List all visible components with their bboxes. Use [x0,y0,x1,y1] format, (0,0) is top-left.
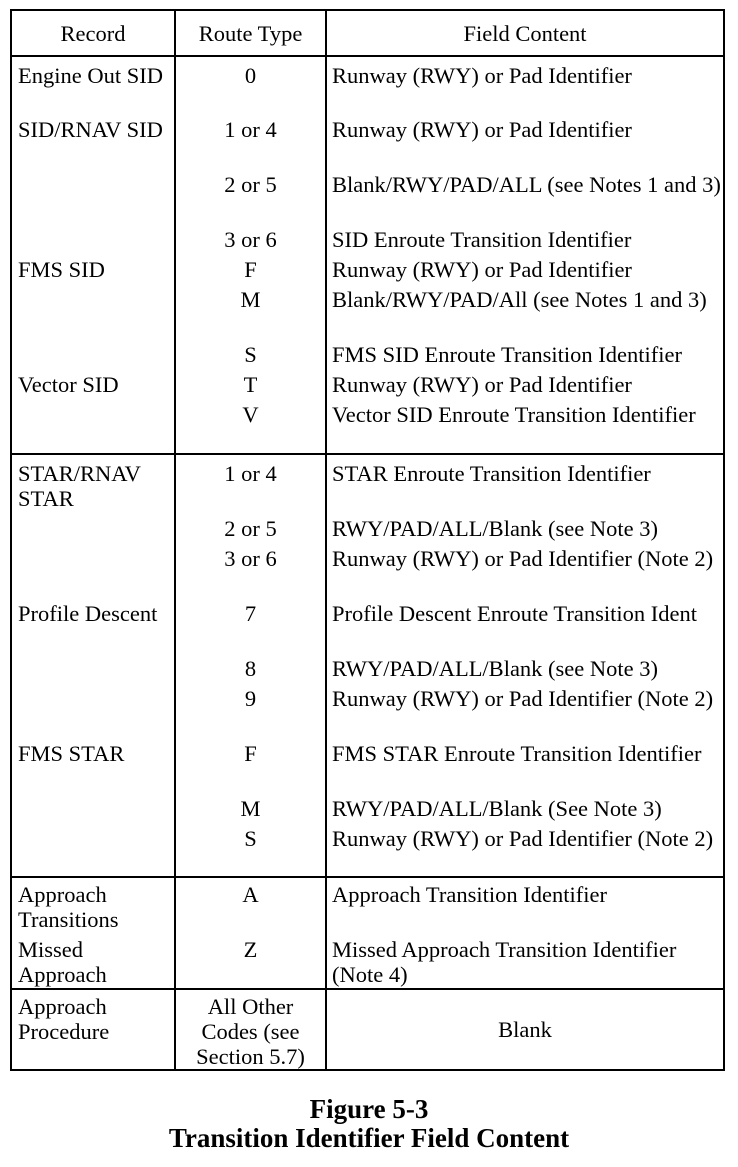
record-label [12,287,174,342]
field-content-value: Approach Transition Identifier [332,882,607,907]
route-type-value: M [240,796,261,821]
field-content-value: Blank/RWY/PAD/All (see Notes 1 and 3) [332,287,707,312]
field-content-value: SID Enroute Transition Identifier [332,227,632,252]
group-approach [11,877,724,989]
group-sid-field-cell [326,56,724,454]
record-label [12,172,174,227]
group-star-record-cell [11,454,175,877]
record-label [12,402,174,452]
record-label: Approach Procedure [18,994,110,1044]
record-label [12,546,174,601]
figure-number: Figure 5-3 [309,1094,429,1124]
record-label [12,342,174,372]
group-star [11,454,724,877]
field-content-value: Blank/RWY/PAD/ALL (see Notes 1 and 3) [332,172,721,197]
record-label: FMS SID [18,257,105,282]
field-content-value: Runway (RWY) or Pad Identifier (Note 2) [332,826,714,851]
route-type-value: S [244,826,257,851]
record-label [12,796,174,826]
route-type-value: 1 or 4 [224,117,277,142]
record-label [12,516,174,546]
route-type-value: F [244,741,257,766]
field-content-value: Blank [498,1017,552,1042]
group-approach-record-cell [11,877,175,989]
group-approach-route-cell [175,877,326,989]
route-type-value: 2 or 5 [224,172,277,197]
field-content-value: Runway (RWY) or Pad Identifier [332,63,632,88]
route-type-value: 2 or 5 [224,516,277,541]
record-label: Approach Transitions [18,882,119,932]
record-label: FMS STAR [18,741,125,766]
record-label: SID/RNAV SID [18,117,163,142]
header-route-type: Route Type [175,10,326,56]
group-star-route-cell [175,454,326,877]
approach-procedure-route-cell [175,989,326,1070]
field-content-value: RWY/PAD/ALL/Blank (See Note 3) [332,796,662,821]
route-type-value: F [244,257,257,282]
field-content-value: Runway (RWY) or Pad Identifier [332,257,632,282]
record-label: STAR/RNAV STAR [18,461,141,511]
record-label: Missed Approach [18,937,107,987]
field-content-value: Profile Descent Enroute Transition Ident [332,601,697,626]
route-type-value: 7 [244,601,257,626]
route-type-value: V [242,402,259,427]
field-content-value: FMS SID Enroute Transition Identifier [332,342,683,367]
field-content-value: Runway (RWY) or Pad Identifier (Note 2) [332,546,714,571]
header-field-content: Field Content [326,10,724,56]
record-label [12,227,174,257]
route-type-value: 3 or 6 [224,546,277,571]
route-type-value: A [242,882,259,907]
route-type-value: Z [243,937,258,962]
record-label [12,656,174,686]
route-type-value: M [240,287,261,312]
route-type-value: 3 or 6 [224,227,277,252]
field-content-value: STAR Enroute Transition Identifier [332,461,651,486]
header-row [11,10,724,56]
route-type-value: T [243,372,258,397]
group-sid-record-cell [11,56,175,454]
route-type-value: 8 [244,656,257,681]
field-content-value: Missed Approach Transition Identifier (Note 4) [332,937,677,987]
field-content-value: RWY/PAD/ALL/Blank (see Note 3) [332,656,659,681]
record-label: Vector SID [18,372,119,397]
field-content-value: FMS STAR Enroute Transition Identifier [332,741,702,766]
field-content-value: Runway (RWY) or Pad Identifier (Note 2) [332,686,714,711]
group-sid-route-cell [175,56,326,454]
record-label [12,686,174,741]
row-approach-procedure [11,989,724,1070]
group-approach-field-cell [326,877,724,989]
figure-title: Transition Identifier Field Content [168,1123,570,1153]
field-content-value: Runway (RWY) or Pad Identifier [332,117,632,142]
field-content-value: Vector SID Enroute Transition Identifier [332,402,696,427]
record-label: Engine Out SID [18,63,163,88]
route-type-value: S [244,342,257,367]
route-type-value: 0 [244,63,257,88]
route-type-value: 1 or 4 [224,461,277,486]
header-record: Record [11,10,175,56]
record-label: Profile Descent [18,601,158,626]
group-star-field-cell [326,454,724,877]
approach-procedure-record-cell [11,989,175,1070]
field-content-value: RWY/PAD/ALL/Blank (see Note 3) [332,516,659,541]
approach-procedure-field-cell [326,989,724,1070]
transition-identifier-table [10,9,725,1071]
field-content-value: Runway (RWY) or Pad Identifier [332,372,632,397]
group-sid [11,56,724,454]
route-type-value: All Other Codes (see Section 5.7) [196,994,305,1069]
route-type-value: 9 [244,686,257,711]
record-label [12,826,174,876]
